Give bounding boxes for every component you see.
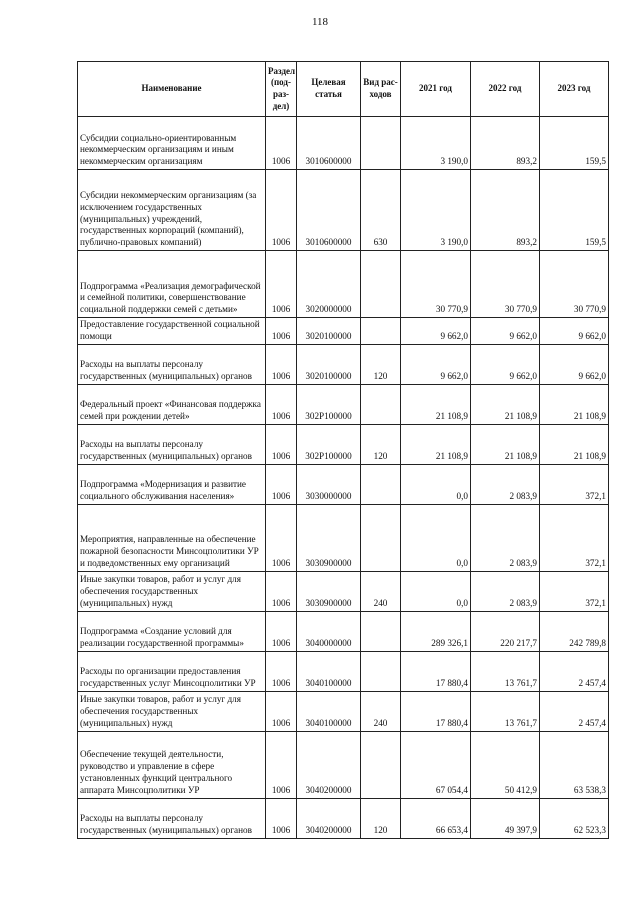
row-target: 3040100000 [297,691,361,731]
row-2022: 220 217,7 [471,611,540,651]
row-2023: 62 523,3 [540,798,609,838]
budget-table [77,61,609,839]
row-name: Расходы на выплаты персоналу государственных (муниципальных) органов [78,798,266,838]
row-section: 1006 [266,117,297,170]
row-name: Предоставление государственной социальной помощи [78,318,266,345]
row-2021: 30 770,9 [401,251,471,318]
table-row [78,464,609,504]
row-section: 1006 [266,170,297,251]
row-2022: 2 083,9 [471,504,540,571]
row-2023: 372,1 [540,571,609,611]
row-kind [361,384,401,424]
header-target: Целевая статья [297,62,361,117]
row-2023: 159,5 [540,170,609,251]
row-2022: 9 662,0 [471,318,540,345]
row-2021: 3 190,0 [401,170,471,251]
row-2022: 49 397,9 [471,798,540,838]
row-2022: 893,2 [471,170,540,251]
row-name: Субсидии некоммерческим организациям (за исключением государственных (муниципальных) учреждений, государственных корпораций (компаний), публично-правовых компаний) [78,170,266,251]
row-2023: 242 789,8 [540,611,609,651]
row-kind: 240 [361,691,401,731]
row-target: 3020100000 [297,344,361,384]
row-2023: 21 108,9 [540,384,609,424]
row-name: Иные закупки товаров, работ и услуг для обеспечения государственных (муниципальных) нужд [78,571,266,611]
row-2021: 0,0 [401,504,471,571]
header-section: Раздел (под-раз-дел) [266,62,297,117]
table-row [78,251,609,318]
row-target: 3030900000 [297,504,361,571]
row-2021: 3 190,0 [401,117,471,170]
row-kind [361,251,401,318]
header-name: Наименование [78,62,266,117]
row-target: 3010600000 [297,117,361,170]
row-2022: 13 761,7 [471,651,540,691]
row-2023: 372,1 [540,504,609,571]
row-target: 3040200000 [297,731,361,798]
row-name: Расходы на выплаты персоналу государственных (муниципальных) органов [78,424,266,464]
row-name: Иные закупки товаров, работ и услуг для обеспечения государственных (муниципальных) нужд [78,691,266,731]
row-2022: 2 083,9 [471,464,540,504]
row-target: 3040000000 [297,611,361,651]
row-2021: 21 108,9 [401,424,471,464]
row-name: Подпрограмма «Реализация демографической и семейной политики, совершенствование социальной поддержки семей с детьми» [78,251,266,318]
row-section: 1006 [266,318,297,345]
row-target: 302P100000 [297,384,361,424]
row-2021: 9 662,0 [401,344,471,384]
table-row [78,798,609,838]
row-target: 3030000000 [297,464,361,504]
table-row [78,170,609,251]
row-section: 1006 [266,424,297,464]
header-2023: 2023 год [540,62,609,117]
row-2022: 50 412,9 [471,731,540,798]
row-name: Расходы по организации предоставления государственных услуг Минсоцполитики УР [78,651,266,691]
row-2021: 17 880,4 [401,651,471,691]
row-kind [361,318,401,345]
row-target: 3020100000 [297,318,361,345]
row-kind: 630 [361,170,401,251]
row-section: 1006 [266,798,297,838]
row-target: 3030900000 [297,571,361,611]
row-2023: 9 662,0 [540,344,609,384]
page-number: 118 [311,16,329,28]
row-2022: 893,2 [471,117,540,170]
row-section: 1006 [266,464,297,504]
row-2022: 21 108,9 [471,384,540,424]
row-name: Мероприятия, направленные на обеспечение пожарной безопасности Минсоцполитики УР и подведомственных ему организаций [78,504,266,571]
row-target: 3040100000 [297,651,361,691]
row-2021: 66 653,4 [401,798,471,838]
row-kind [361,117,401,170]
row-2023: 30 770,9 [540,251,609,318]
row-target: 3010600000 [297,170,361,251]
row-kind [361,611,401,651]
table-row [78,424,609,464]
row-2022: 21 108,9 [471,424,540,464]
table-row [78,571,609,611]
row-2021: 0,0 [401,464,471,504]
row-2023: 9 662,0 [540,318,609,345]
row-name: Субсидии социально-ориентированным некоммерческим организациям и иным некоммерческим организациям [78,117,266,170]
row-section: 1006 [266,251,297,318]
row-2022: 13 761,7 [471,691,540,731]
row-section: 1006 [266,691,297,731]
row-kind: 120 [361,344,401,384]
row-2023: 372,1 [540,464,609,504]
table-row [78,611,609,651]
row-kind [361,731,401,798]
row-name: Подпрограмма «Модернизация и развитие социального обслуживания населения» [78,464,266,504]
row-name: Обеспечение текущей деятельности, руководство и управление в сфере установленных функций центрального аппарата Минсоцполитики УР [78,731,266,798]
row-section: 1006 [266,571,297,611]
row-2021: 0,0 [401,571,471,611]
row-section: 1006 [266,611,297,651]
row-target: 3020000000 [297,251,361,318]
row-2023: 63 538,3 [540,731,609,798]
header-2021: 2021 год [401,62,471,117]
table-row [78,691,609,731]
row-kind [361,504,401,571]
table-row [78,504,609,571]
row-section: 1006 [266,504,297,571]
row-name: Расходы на выплаты персоналу государственных (муниципальных) органов [78,344,266,384]
row-target: 3040200000 [297,798,361,838]
row-2023: 21 108,9 [540,424,609,464]
table-row [78,651,609,691]
header-2022: 2022 год [471,62,540,117]
table-header-row [78,62,609,117]
row-section: 1006 [266,731,297,798]
row-name: Федеральный проект «Финансовая поддержка семей при рождении детей» [78,384,266,424]
table-row [78,344,609,384]
row-2021: 67 054,4 [401,731,471,798]
row-target: 302P100000 [297,424,361,464]
table-row [78,318,609,345]
row-2021: 17 880,4 [401,691,471,731]
row-2021: 21 108,9 [401,384,471,424]
row-2023: 2 457,4 [540,691,609,731]
row-kind: 120 [361,798,401,838]
table-row [78,731,609,798]
header-kind: Вид рас-ходов [361,62,401,117]
row-2021: 9 662,0 [401,318,471,345]
row-section: 1006 [266,384,297,424]
row-2021: 289 326,1 [401,611,471,651]
row-kind: 240 [361,571,401,611]
row-section: 1006 [266,344,297,384]
row-2023: 2 457,4 [540,651,609,691]
row-2022: 9 662,0 [471,344,540,384]
row-name: Подпрограмма «Создание условий для реализации государственной программы» [78,611,266,651]
table-row [78,384,609,424]
table-row [78,117,609,170]
row-kind [361,651,401,691]
row-2023: 159,5 [540,117,609,170]
row-kind [361,464,401,504]
row-2022: 2 083,9 [471,571,540,611]
row-kind: 120 [361,424,401,464]
row-section: 1006 [266,651,297,691]
row-2022: 30 770,9 [471,251,540,318]
